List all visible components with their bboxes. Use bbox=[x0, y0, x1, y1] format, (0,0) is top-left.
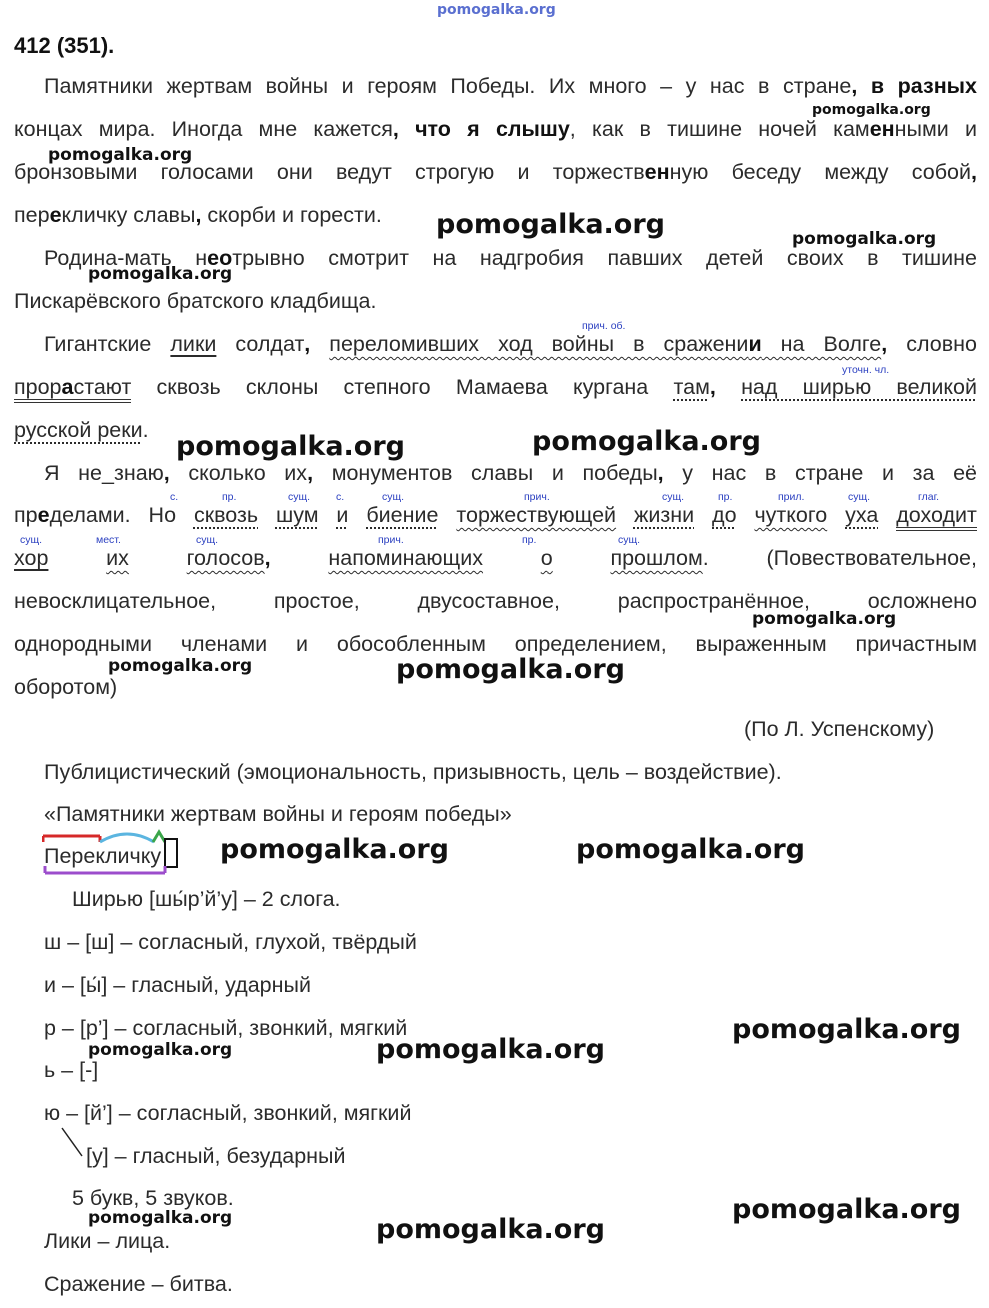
watermark: pomogalka.org bbox=[792, 229, 937, 249]
annotation-pos: с. bbox=[170, 491, 179, 503]
watermark: pomogalka.org bbox=[88, 1040, 233, 1060]
watermark: pomogalka.org bbox=[436, 209, 665, 240]
text-line: оборотом) bbox=[14, 675, 118, 699]
watermark: pomogalka.org bbox=[732, 1014, 961, 1045]
watermark: pomogalka.org bbox=[576, 834, 805, 865]
morphemic-analysis bbox=[42, 828, 192, 878]
phonetic-header: Ширью [шы́р’й’у] – 2 слога. bbox=[72, 887, 341, 911]
watermark: pomogalka.org bbox=[732, 1194, 961, 1225]
watermark: pomogalka.org bbox=[88, 264, 233, 284]
watermark: pomogalka.org bbox=[176, 431, 405, 462]
annotation-pos: прил. bbox=[778, 491, 805, 503]
text-line: Родина-мать неотрывно смотрит на надгробия павших детей своих в тишине bbox=[44, 246, 978, 270]
annotation-pos: с. bbox=[336, 491, 345, 503]
phonetic-row: ь – [-] bbox=[44, 1058, 99, 1082]
annotation-pos: сущ. bbox=[848, 491, 871, 503]
text-line: невосклицательное, простое, двусоставное, распространённое, осложнено bbox=[14, 589, 977, 613]
annotation-pos: пр. bbox=[522, 534, 537, 546]
phonetic-row: ю – [й’] – согласный, звонкий, мягкий bbox=[44, 1101, 412, 1125]
branch-line bbox=[58, 1126, 88, 1166]
text-line: Я не_знаю, сколько их, монументов славы и победы, у нас в стране и за её bbox=[44, 461, 977, 485]
text-line: бронзовыми голосами они ведут строгую и торжественную беседу между собой, bbox=[14, 160, 978, 184]
annotation-pos: пр. bbox=[718, 491, 733, 503]
annotation-pos: сущ. bbox=[382, 491, 405, 503]
phonetic-row: р – [р’] – согласный, звонкий, мягкий bbox=[44, 1016, 408, 1040]
text-line: Памятники жертвам войны и героям Победы. Их много – у нас в стране, в разных bbox=[44, 74, 977, 98]
watermark: pomogalka.org bbox=[376, 1034, 605, 1065]
phonetic-row: и – [ы́] – гласный, ударный bbox=[44, 973, 311, 997]
suffix-mark bbox=[153, 832, 165, 842]
watermark: pomogalka.org bbox=[376, 1214, 605, 1245]
lexical-item: Лики – лица. bbox=[44, 1229, 171, 1253]
phonetic-row: [у] – гласный, безударный bbox=[86, 1144, 346, 1168]
phonetic-row: ш – [ш] – согласный, глухой, твёрдый bbox=[44, 930, 417, 954]
exercise-number: 412 (351). bbox=[14, 33, 115, 58]
watermark: pomogalka.org bbox=[220, 834, 449, 865]
watermark: pomogalka.org bbox=[532, 426, 761, 457]
ending-box bbox=[165, 839, 177, 867]
annotation-pos: пр. bbox=[222, 491, 237, 503]
annotation-utochn: уточн. чл. bbox=[842, 364, 890, 376]
annotation-pos: сущ. bbox=[618, 534, 641, 546]
text-line: Пискарёвского братского кладбища. bbox=[14, 289, 377, 313]
lexical-item: Сражение – битва. bbox=[44, 1272, 233, 1296]
watermark: pomogalka.org bbox=[108, 656, 253, 676]
watermark-top: pomogalka.org bbox=[437, 2, 556, 18]
annotation-pos: прич. bbox=[524, 491, 550, 503]
annotation-pos: сущ. bbox=[662, 491, 685, 503]
text-line: концах мира. Иногда мне кажется, что я слышу, как в тишине ночей каменными и bbox=[14, 117, 978, 141]
annotation-pos: сущ. bbox=[20, 534, 43, 546]
text-line: русской реки. bbox=[14, 418, 149, 442]
annotation-pos: глаг. bbox=[918, 491, 940, 503]
morph-word: Перекличку bbox=[44, 844, 162, 868]
watermark: pomogalka.org bbox=[812, 102, 931, 118]
author: (По Л. Успенскому) bbox=[744, 717, 935, 741]
root-arc bbox=[100, 834, 154, 842]
annotation-pos: сущ. bbox=[288, 491, 311, 503]
phonetic-summary: 5 букв, 5 звуков. bbox=[72, 1186, 234, 1210]
text-line: перекличку славы, скорби и горести. bbox=[14, 203, 382, 227]
annotation-pos: сущ. bbox=[196, 534, 219, 546]
text-line: пределами. Но сквозь шум и биение торжествующей жизни до чуткого уха доходит bbox=[14, 502, 977, 528]
text-line: Гигантские лики солдат, переломивших ход войны в сражении на Волге, словно bbox=[44, 332, 977, 356]
text-line: прорастают сквозь склоны степного Мамаева кургана там, над ширью великой bbox=[14, 374, 977, 400]
style-line: Публицистический (эмоциональность, призывность, цель – воздействие). bbox=[44, 760, 782, 784]
watermark: pomogalka.org bbox=[88, 1208, 233, 1228]
title-line: «Памятники жертвам войны и героям победы» bbox=[44, 802, 512, 826]
text-line: однородными членами и обособленным определением, выраженным причастным bbox=[14, 632, 977, 656]
watermark: pomogalka.org bbox=[48, 145, 193, 165]
annotation-pos: прич. bbox=[378, 534, 404, 546]
watermark: pomogalka.org bbox=[396, 654, 625, 685]
watermark: pomogalka.org bbox=[752, 609, 897, 629]
text-line: хор их голосов, напоминающих о прошлом. (Повествовательное, bbox=[14, 546, 977, 570]
annotation-prich-ob: прич. об. bbox=[582, 320, 626, 332]
annotation-pos: мест. bbox=[96, 534, 121, 546]
